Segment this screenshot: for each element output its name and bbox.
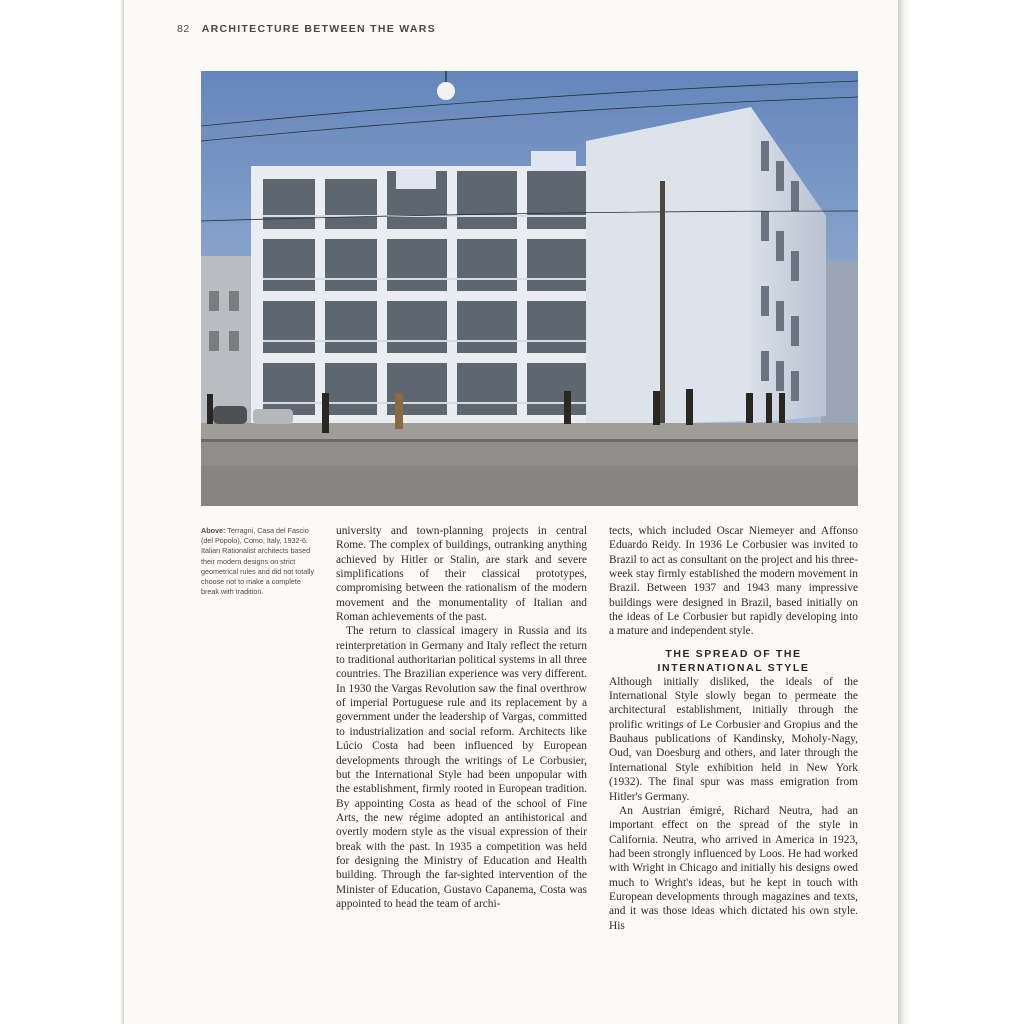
- section-subheading: [609, 647, 858, 675]
- text-column-1: [336, 524, 587, 974]
- scan-margin-right: [898, 0, 1024, 1024]
- column2-paragraph-2: Although initially disliked, the ideals of the International Style slowly began to permeate the architectural establishment, initially through the prolific writings of Le Corbusier and Gropius and the Bauhaus publications of Kandinsky, Moholy-Nagy, Oud, van Doesburg and others, and later through the International Style exhibition held in New York (1932). The final spur was mass emigration from Hitler's Germany.: [609, 675, 858, 803]
- caption-text: Terragni, Casa del Fascio (del Popolo), Como, Italy, 1932-6. Italian Rationalist architects based their modern designs on strict geometrical rules and did not totally choose not to make a complete break with tradition.: [201, 526, 315, 597]
- column1-paragraph-1: university and town-planning projects in central Rome. The complex of buildings, outranking anything achieved by Hitler or Stalin, are stark and severe simplifications of their classical prototypes, compromising between the rationalism of the modern movement and the monumentality of Italian and Roman achievements of the past.: [336, 525, 587, 624]
- building-photograph: [201, 71, 858, 506]
- column2-paragraph-3: An Austrian émigré, Richard Neutra, had an important effect on the spread of the style in California. Neutra, who arrived in America in 1923, had been strongly influenced by Loos. He had worked with Wright in Chicago and initially his designs owed much to Wright's ideas, but he kept in touch with European developments through magazines and texts, and it was those ideas which dictated his own style. His: [609, 804, 858, 932]
- column1-paragraph-2: The return to classical imagery in Russia and its reinterpretation in Germany and Italy reflect the return to traditional authoritarian political systems in all three countries. The Brazilian experience was very different. In 1930 the Vargas Revolution saw the final overthrow of imperial Portuguese rule and its replacement by a government under the leadership of Vargas, committed to industrialization and social reform. Architects like Lúcio Costa had been influenced by European developments through the writings of Le Corbusier, but the International Style had been unpopular with the establishment, firmly rooted in European tradition. By appointing Costa as head of the school of Fine Arts, the new régime adopted an antihistorical and overtly modern style as the visual expression of their break with the past. In 1935 a competition was held for designing the Ministry of Education and Health building. Through the far-sighted intervention of the Minister of Education, Gustavo Capanema, Costa was appointed to head the team of archi-: [336, 625, 587, 910]
- text-column-2: [609, 524, 858, 974]
- caption-label: Above:: [201, 526, 226, 535]
- running-header: [177, 23, 436, 35]
- page-number: 82: [177, 23, 190, 35]
- subheading-line-1: THE SPREAD OF THE: [665, 647, 802, 660]
- photo-caption: [201, 526, 319, 597]
- column2-paragraph-1: tects, which included Oscar Niemeyer and Affonso Eduardo Reidy. In 1936 Le Corbusier was invited to Brazil to act as consultant on the project and his three-week stay firmly established the modern movement in Brazil. Between 1937 and 1943 many impressive buildings were designed in Brazil, based initially on the ideas of Le Corbusier but rapidly developing into a mature and independent style.: [609, 525, 858, 638]
- subheading-line-2: INTERNATIONAL STYLE: [657, 661, 810, 674]
- scan-margin-left: [0, 0, 124, 1024]
- running-title: ARCHITECTURE BETWEEN THE WARS: [201, 23, 436, 35]
